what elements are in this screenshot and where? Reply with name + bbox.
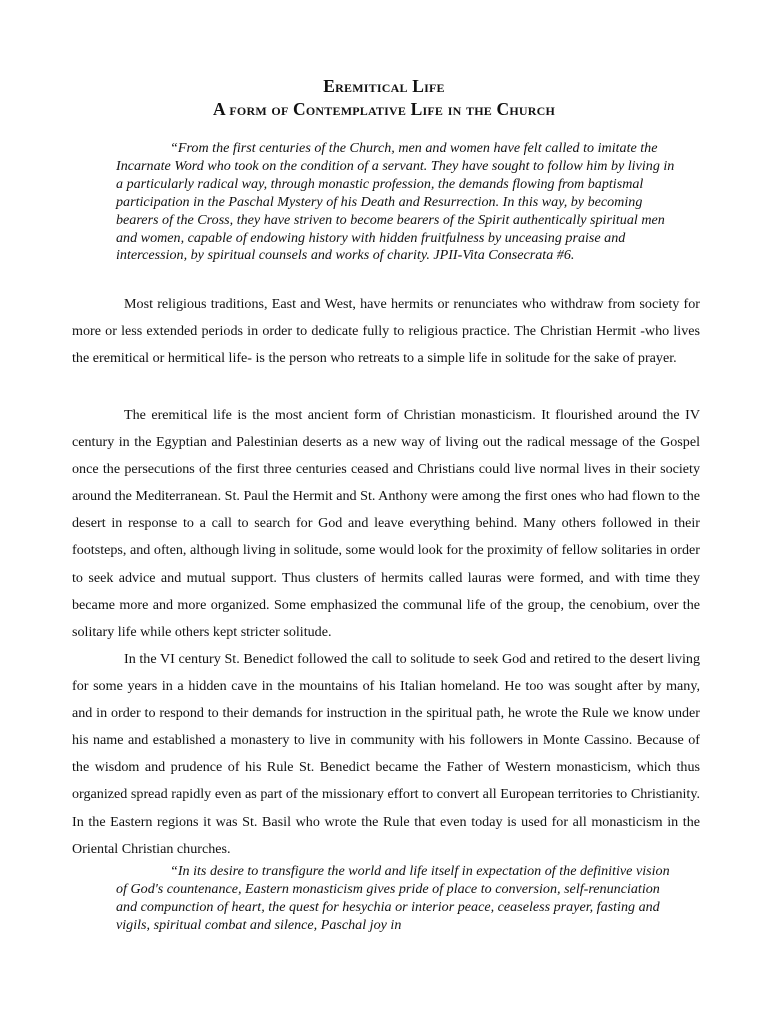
text-line: definitive vision of God's countenance, Eastern monasticism gives pride of place to	[116, 863, 670, 897]
text-line: imitate the Incarnate Word who took on the condition of a servant. They have sought to	[116, 140, 658, 174]
text-line: called lauras were formed, and with time they became more and more organized. Some emphasized the	[72, 569, 700, 613]
text-line: Resurrection. In this way, by becoming bearers of the Cross, they have striven to become	[116, 193, 643, 228]
text-line: The eremitical life is the most ancient form of Christian monasticism. It flourished around the	[124, 407, 680, 423]
opening-quote	[116, 140, 676, 265]
text-line: In the VI century St. Benedict followed the call to solitude to seek God and retired to the	[124, 651, 627, 667]
text-line: Many others followed in their footsteps, and often, although living in solitude, some would look for the	[72, 515, 700, 559]
text-line: “In its desire to transfigure the world and life itself in expectation of the	[170, 863, 577, 879]
paragraph-religious-traditions	[72, 291, 700, 372]
text-line: works of charity. JPII-Vita Consecrata #6.	[335, 247, 575, 264]
text-line: communal life of the group, the cenobium, over the solitary life while others kept stricter solitude.	[72, 596, 701, 640]
text-line: effort to convert all European territories to Christianity. In the Eastern regions it was St. Basil who	[72, 786, 700, 830]
text-line: wrote the Rule we know under his name and established a monastery to live in community with his	[72, 705, 700, 749]
text-line: Hermit -who lives the eremitical or hermitical life- is the person who retreats to a simple life in solitude	[72, 323, 700, 367]
text-line: with hidden fruitfulness by unceasing praise and intercession, by spiritual counsels and	[116, 229, 626, 264]
text-line: followers in Monte Cassino. Because of the wisdom and prudence of his Rule St. Benedict became the	[72, 732, 700, 776]
text-line: Father of Western monasticism, which thus organized spread rapidly even as part of the missionary	[72, 759, 701, 803]
text-line: demands flowing from baptismal participation in the Paschal Mystery of his Death and	[116, 175, 644, 210]
text-line: Gospel once the persecutions of the first three centuries ceased and Christians could live normal lives	[72, 434, 700, 478]
text-line: bearers of the Spirit authentically spiritual men and women, capable of endowing history	[116, 211, 665, 246]
text-line: ones who had flown to the desert in response to a call to search for God and leave everything behind.	[72, 488, 701, 532]
text-line: for the sake of prayer.	[553, 350, 677, 367]
paragraph-eremitical-origins	[72, 402, 700, 646]
page-title: Eremitical Life	[323, 76, 445, 96]
text-line: “From the first centuries of the Church, men and women have felt called to	[170, 140, 595, 156]
text-line: IV century in the Egyptian and Palestinian deserts as a new way of living out the radical message of the	[72, 407, 700, 451]
text-line: society for more or less extended periods in order to dedicate fully to religious practice. The Christian	[72, 296, 700, 340]
text-line: Most religious traditions, East and West, have hermits or renunciates who withdraw from	[124, 296, 636, 312]
closing-quote	[116, 863, 676, 935]
text-line: wrote the Rule that even today is used for all monasticism in the Oriental Christian churches.	[72, 813, 700, 857]
text-line: proximity of fellow solitaries in order to seek advice and mutual support. Thus clusters of hermits	[72, 542, 700, 586]
text-line: desert living for some years in a hidden cave in the mountains of his Italian homeland. He too was	[72, 651, 700, 695]
text-line: follow him by living in a particularly radical way, through monastic profession, the	[116, 157, 675, 192]
paragraph-saint-benedict	[72, 646, 700, 863]
page-subtitle: A form of Contemplative Life in the Church	[212, 99, 556, 119]
text-line: in their society around the Mediterranean. St. Paul the Hermit and St. Anthony were among the first	[72, 461, 701, 505]
text-line: conversion, self-renunciation and compunction of heart, the quest for hesychia or interior	[116, 880, 660, 915]
text-line: peace, ceaseless prayer, fasting and vigils, spiritual combat and silence, Paschal joy in	[116, 898, 660, 933]
text-line: sought after by many, and in order to respond to their demands for instruction in the spiritual path, he	[72, 678, 700, 722]
